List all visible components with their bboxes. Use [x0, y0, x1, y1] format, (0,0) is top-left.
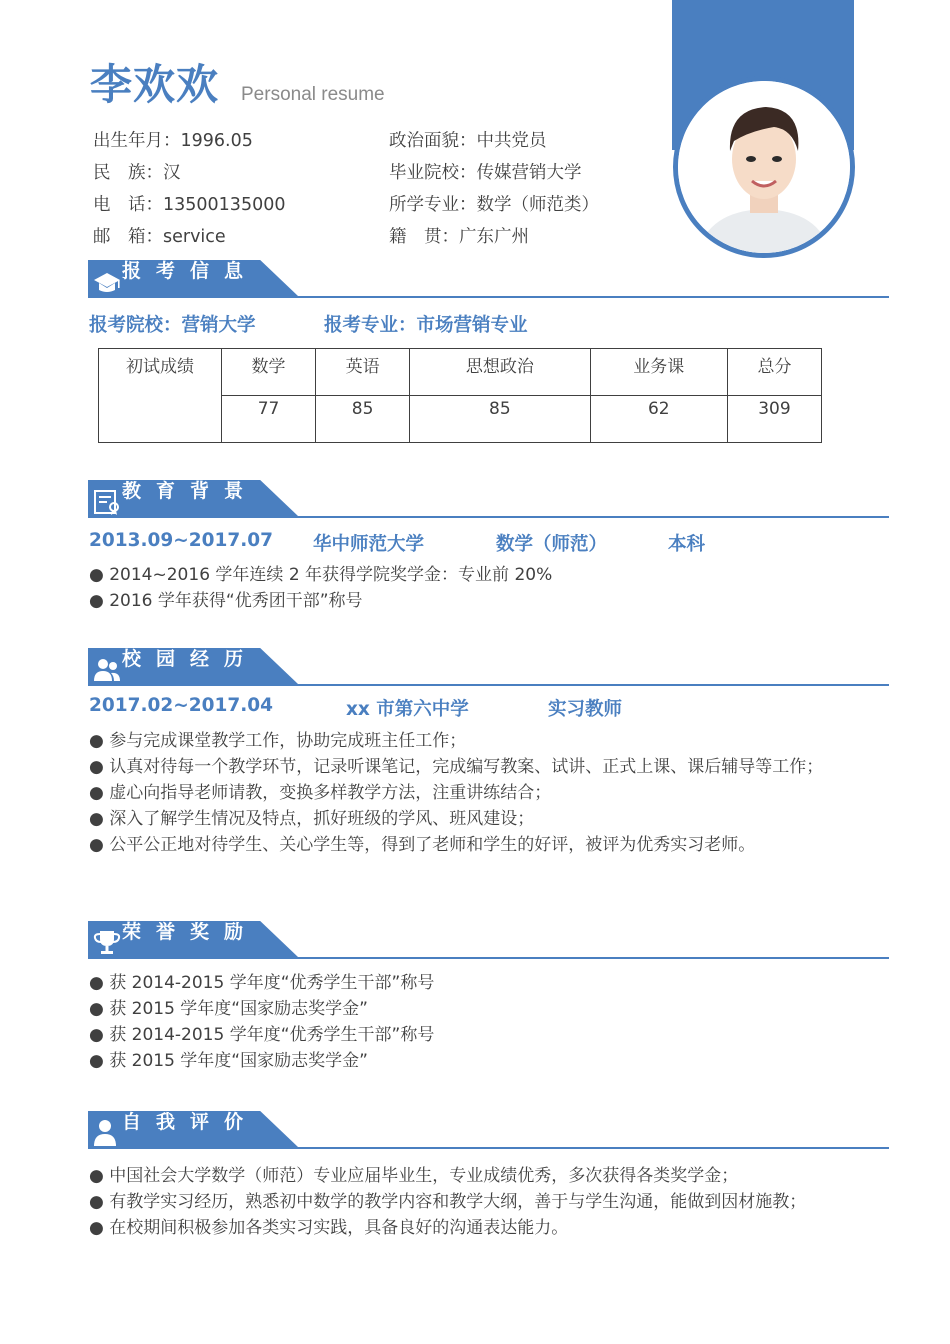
list-item: ● 获 2014-2015 学年度“优秀学生干部”称号 — [89, 1025, 435, 1045]
score-header: 业务课 — [590, 349, 727, 396]
section-header-education — [88, 480, 889, 518]
info-political: 政治面貌：中共党员 — [389, 131, 547, 151]
education-period: 2013.09~2017.07 — [89, 530, 274, 551]
section-header-self — [88, 1111, 889, 1149]
score-value: 309 — [727, 396, 821, 443]
education-major: 数学（师范） — [496, 534, 608, 555]
score-row-label: 初试成绩 — [99, 349, 222, 443]
score-value: 85 — [410, 396, 591, 443]
list-item: ● 获 2015 学年度“国家励志奖学金” — [89, 999, 368, 1019]
exam-school: 报考院校：营销大学 — [89, 315, 256, 336]
education-school: 华中师范大学 — [313, 534, 425, 555]
list-item: ● 在校期间积极参加各类实习实践，具备良好的沟通表达能力。 — [89, 1218, 569, 1238]
certificate-icon — [92, 486, 122, 516]
list-item: ● 公平公正地对待学生、关心学生等，得到了老师和学生的好评，被评为优秀实习老师。 — [89, 835, 756, 855]
info-birth: 出生年月：1996.05 — [93, 131, 253, 151]
users-icon — [92, 654, 122, 684]
avatar-portrait — [678, 81, 850, 253]
graduation-cap-icon — [92, 266, 122, 296]
info-major: 所学专业：数学（师范类） — [389, 195, 599, 215]
trophy-icon — [92, 927, 122, 957]
resume-name: 李欢欢 — [90, 60, 220, 109]
education-degree: 本科 — [668, 534, 706, 555]
info-email: 邮 箱：service — [93, 227, 226, 247]
list-item: ● 2014~2016 学年连续 2 年获得学院奖学金：专业前 20% — [89, 565, 553, 585]
resume-subtitle: Personal resume — [241, 84, 385, 105]
section-title-education: 教育背景 — [122, 480, 259, 502]
list-item: ● 获 2015 学年度“国家励志奖学金” — [89, 1051, 368, 1071]
score-header: 总分 — [727, 349, 821, 396]
score-header: 数学 — [222, 349, 316, 396]
list-item: ● 有教学实习经历，熟悉初中数学的教学内容和教学大纲，善于与学生沟通，能做到因材施教； — [89, 1192, 807, 1212]
section-title-honors: 荣誉奖励 — [122, 921, 259, 943]
section-title-campus: 校园经历 — [122, 648, 259, 670]
info-phone: 电 话：13500135000 — [93, 195, 286, 215]
score-value: 77 — [222, 396, 316, 443]
list-item: ● 参与完成课堂教学工作，协助完成班主任工作； — [89, 731, 467, 751]
list-item: ● 获 2014-2015 学年度“优秀学生干部”称号 — [89, 973, 435, 993]
campus-org: xx 市第六中学 — [346, 699, 469, 720]
list-item: ● 虚心向指导老师请教，变换多样教学方法，注重讲练结合； — [89, 783, 552, 803]
score-value: 62 — [590, 396, 727, 443]
section-title-self: 自我评价 — [122, 1111, 259, 1133]
person-icon — [92, 1117, 122, 1147]
section-header-campus — [88, 648, 889, 686]
avatar — [673, 76, 855, 258]
list-item: ● 深入了解学生情况及特点，抓好班级的学风、班风建设； — [89, 809, 535, 829]
exam-major: 报考专业：市场营销专业 — [324, 315, 528, 336]
campus-role: 实习教师 — [548, 699, 623, 720]
score-value: 85 — [316, 396, 410, 443]
section-header-honors — [88, 921, 889, 959]
info-ethnicity: 民 族：汉 — [93, 163, 181, 183]
score-table — [98, 348, 822, 443]
score-header: 思想政治 — [410, 349, 591, 396]
list-item: ● 中国社会大学数学（师范）专业应届毕业生，专业成绩优秀，多次获得各类奖学金； — [89, 1166, 739, 1186]
info-school: 毕业院校：传媒营销大学 — [389, 163, 582, 183]
campus-period: 2017.02~2017.04 — [89, 695, 274, 716]
section-title-exam: 报考信息 — [122, 260, 259, 282]
list-item: ● 2016 学年获得“优秀团干部”称号 — [89, 591, 363, 611]
list-item: ● 认真对待每一个教学环节，记录听课笔记，完成编写教案、试讲、正式上课、课后辅导等工作； — [89, 757, 824, 777]
info-hometown: 籍 贯：广东广州 — [389, 227, 529, 247]
section-header-exam — [88, 260, 889, 298]
score-header: 英语 — [316, 349, 410, 396]
